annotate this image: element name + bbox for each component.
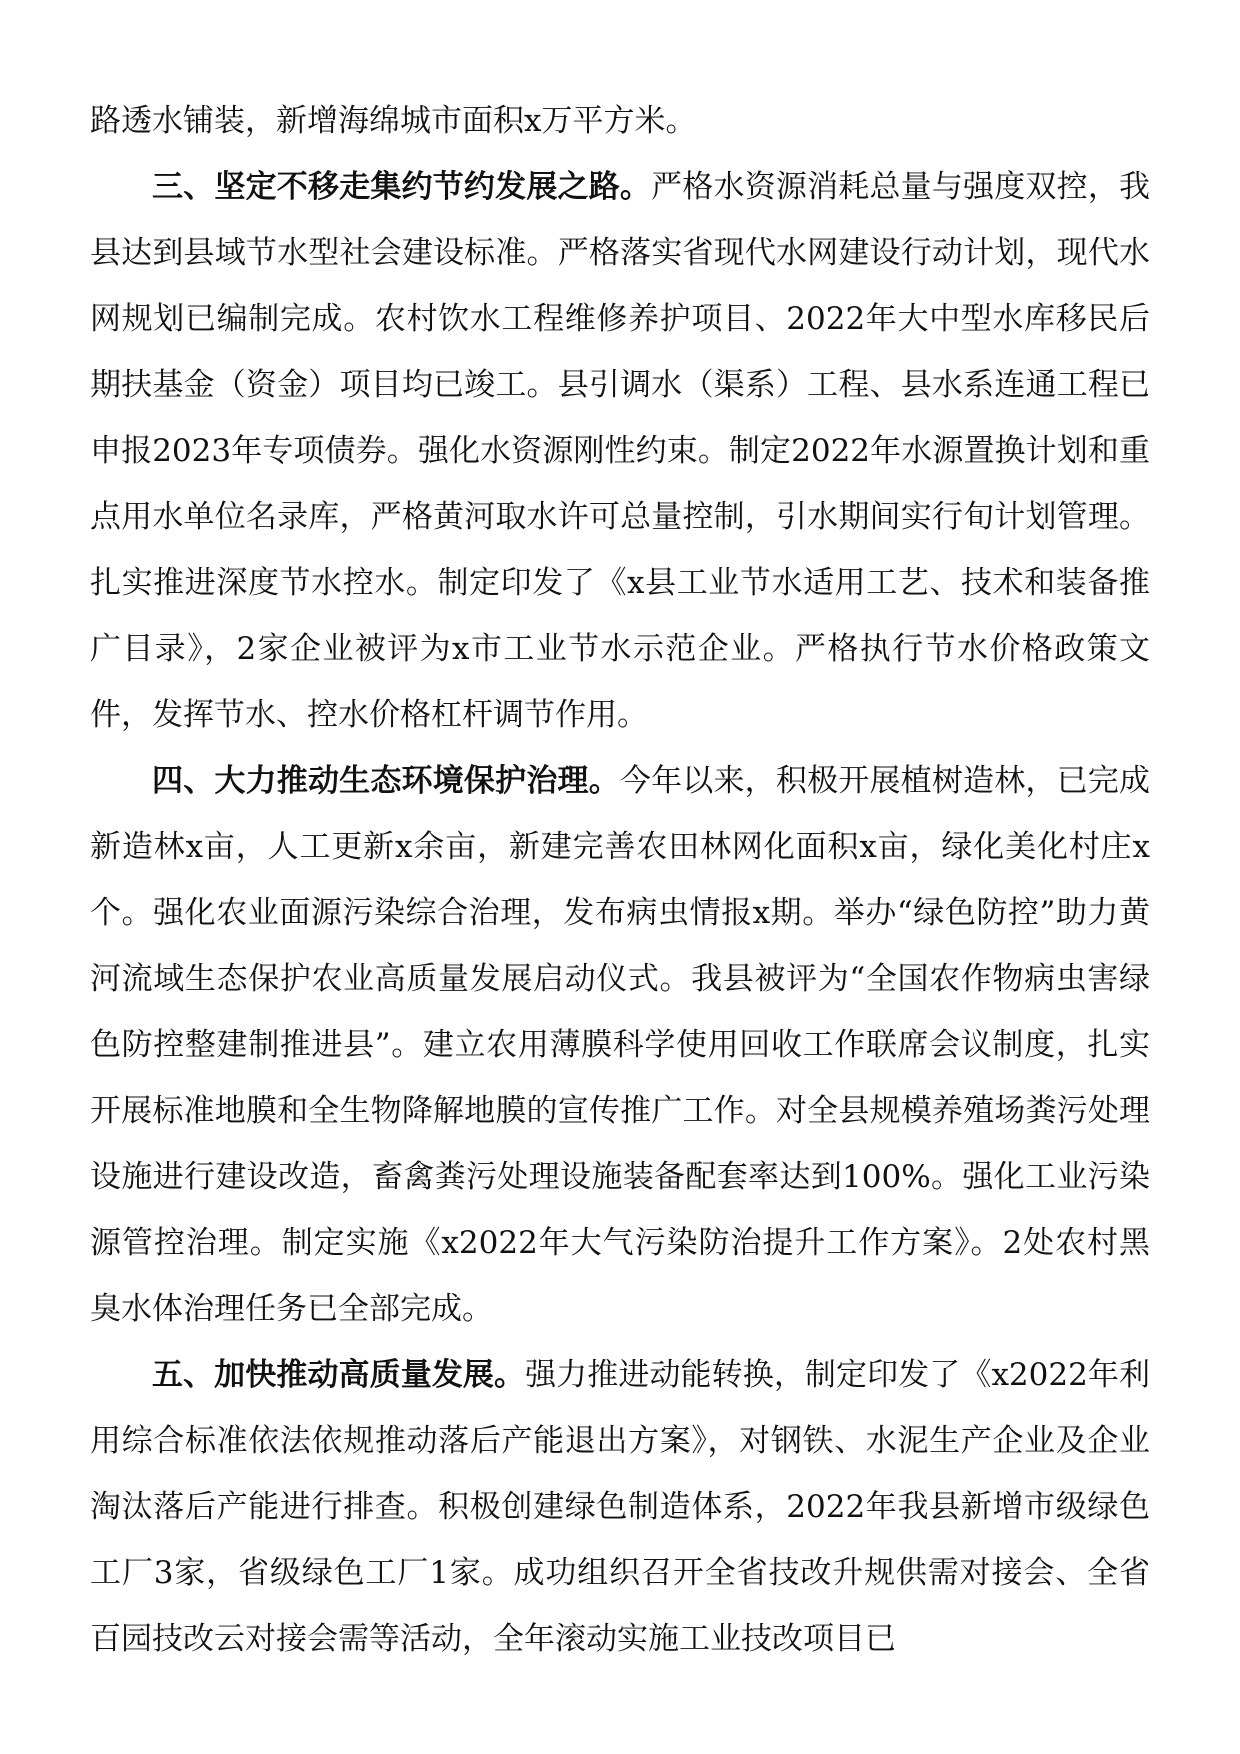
- paragraph-body: 严格水资源消耗总量与强度双控，我县达到县域节水型社会建设标准。严格落实省现代水网建设行动计划，现代水网规划已编制完成。农村饮水工程维修养护项目、2022年大中型水库移民后期扶基金（资金）项目均已竣工。县引调水（渠系）工程、县水系连通工程已申报2023年专项债券。强化水资源刚性约束。制定2022年水源置换计划和重点用水单位名录库，严格黄河取水许可总量控制，引水期间实行旬计划管理。扎实推进深度节水控水。制定印发了《x县工业节水适用工艺、技术和装备推广目录》，2家企业被评为x市工业节水示范企业。严格执行节水价格政策文件，发挥节水、控水价格杠杆调节作用。: [90, 169, 1151, 733]
- paragraph-body: 强力推进动能转换，制定印发了《x2022年利用综合标准依法依规推动落后产能退出方案》，对钢铁、水泥生产企业及企业淘汰落后产能进行排查。积极创建绿色制造体系，2022年我县新增市级绿色工厂3家，省级绿色工厂1家。成功组织召开全省技改升规供需对接会、全省百园技改云对接会需等活动，全年滚动实施工业技改项目已: [90, 1357, 1151, 1657]
- document-page: [90, 88, 1150, 1672]
- section-heading: 三、坚定不移走集约节约发展之路。: [152, 169, 652, 205]
- paragraph-continuation: [90, 88, 1150, 154]
- paragraph-section-3: [90, 154, 1150, 748]
- paragraph-body: 今年以来，积极开展植树造林，已完成新造林x亩，人工更新x余亩，新建完善农田林网化面积x亩，绿化美化村庄x个。强化农业面源污染综合治理，发布病虫情报x期。举办“绿色防控”助力黄河流域生态保护农业高质量发展启动仪式。我县被评为“全国农作物病虫害绿色防控整建制推进县”。建立农用薄膜科学使用回收工作联席会议制度，扎实开展标准地膜和全生物降解地膜的宣传推广工作。对全县规模养殖场粪污处理设施进行建设改造，畜禽粪污处理设施装备配套率达到100%。强化工业污染源管控治理。制定实施《x2022年大气污染防治提升工作方案》。2处农村黑臭水体治理任务已全部完成。: [90, 763, 1151, 1327]
- paragraph-section-5: [90, 1342, 1150, 1672]
- paragraph-section-4: [90, 748, 1150, 1342]
- section-heading: 五、加快推动高质量发展。: [152, 1357, 526, 1393]
- paragraph-body: 路透水铺装，新增海绵城市面积x万平方米。: [90, 103, 697, 139]
- section-heading: 四、大力推动生态环境保护治理。: [152, 763, 620, 799]
